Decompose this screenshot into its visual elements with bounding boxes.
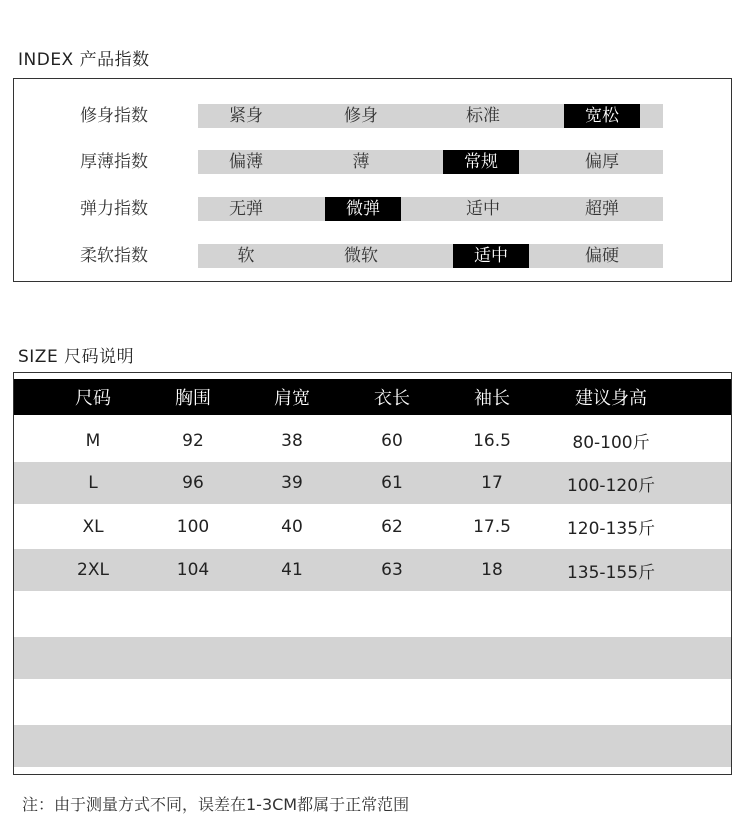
index-option: 适中 <box>466 199 500 219</box>
index-option: 紧身 <box>229 106 263 126</box>
size-section-title: SIZE 尺码说明 <box>18 347 135 367</box>
index-option-selected: 适中 <box>453 244 529 268</box>
table-cell: 96 <box>182 473 204 493</box>
table-header-cell: 建议身高 <box>575 388 647 409</box>
index-row-label: 修身指数 <box>80 106 148 126</box>
index-row-softness <box>14 244 731 268</box>
index-option: 软 <box>237 246 255 266</box>
table-cell: 2XL <box>77 560 109 580</box>
table-header-cell: 袖长 <box>474 388 510 409</box>
index-option: 偏薄 <box>229 152 263 172</box>
table-cell: 17 <box>481 473 503 493</box>
index-option: 修身 <box>344 106 378 126</box>
table-row <box>14 504 731 549</box>
index-option-bar <box>198 197 663 221</box>
empty-table-row <box>14 725 731 767</box>
table-row <box>14 419 731 462</box>
index-option-bar <box>198 150 663 174</box>
table-cell: 80-100斤 <box>572 433 650 453</box>
empty-table-row <box>14 637 731 679</box>
index-option: 无弹 <box>229 199 263 219</box>
index-option: 标准 <box>466 106 500 126</box>
index-option: 偏厚 <box>585 152 619 172</box>
index-row-label: 柔软指数 <box>80 246 148 266</box>
table-cell: 104 <box>176 560 210 580</box>
table-cell: L <box>88 473 98 493</box>
table-cell: 62 <box>381 516 403 537</box>
index-section-title: INDEX 产品指数 <box>18 50 150 70</box>
table-cell: 120-135斤 <box>566 519 656 539</box>
index-option-selected: 微弹 <box>325 197 401 221</box>
table-cell: 39 <box>281 473 303 493</box>
index-row-elasticity <box>14 197 731 221</box>
index-option-selected: 宽松 <box>564 104 640 128</box>
table-cell: 92 <box>182 430 204 451</box>
table-cell: 18 <box>481 560 503 580</box>
index-option: 薄 <box>352 152 370 172</box>
index-option-bar <box>198 244 663 268</box>
index-row-label: 弹力指数 <box>80 199 148 219</box>
index-option-bar <box>198 104 663 128</box>
table-cell: 38 <box>281 430 303 451</box>
table-cell: M <box>85 430 101 451</box>
index-option: 偏硬 <box>585 246 619 266</box>
table-cell: 60 <box>381 430 403 451</box>
table-header-cell: 衣长 <box>374 388 410 409</box>
index-option-selected: 常规 <box>443 150 519 174</box>
size-table <box>13 372 732 775</box>
index-row-label: 厚薄指数 <box>80 152 148 172</box>
table-cell: 17.5 <box>473 516 511 537</box>
index-option: 微软 <box>344 246 378 266</box>
index-row-fit <box>14 104 731 128</box>
table-cell: 16.5 <box>473 430 511 451</box>
table-cell: 63 <box>381 560 403 580</box>
table-header-row <box>14 379 731 415</box>
table-header-cell: 胸围 <box>175 388 211 409</box>
table-cell: 41 <box>281 560 303 580</box>
table-cell: XL <box>82 516 104 537</box>
table-row <box>14 549 731 591</box>
table-header-cell: 肩宽 <box>274 388 310 409</box>
index-row-thickness <box>14 150 731 174</box>
index-option: 超弹 <box>585 199 619 219</box>
table-row <box>14 462 731 504</box>
table-cell: 40 <box>281 516 303 537</box>
table-cell: 100 <box>176 516 210 537</box>
empty-table-row <box>14 679 731 725</box>
table-header-cell: 尺码 <box>75 388 111 409</box>
empty-table-row <box>14 591 731 637</box>
measurement-footnote: 注：由于测量方式不同，误差在1-3CM都属于正常范围 <box>22 795 410 814</box>
table-cell: 100-120斤 <box>566 475 656 496</box>
product-index-panel <box>13 78 732 282</box>
table-cell: 61 <box>381 473 403 493</box>
table-cell: 135-155斤 <box>566 562 656 583</box>
